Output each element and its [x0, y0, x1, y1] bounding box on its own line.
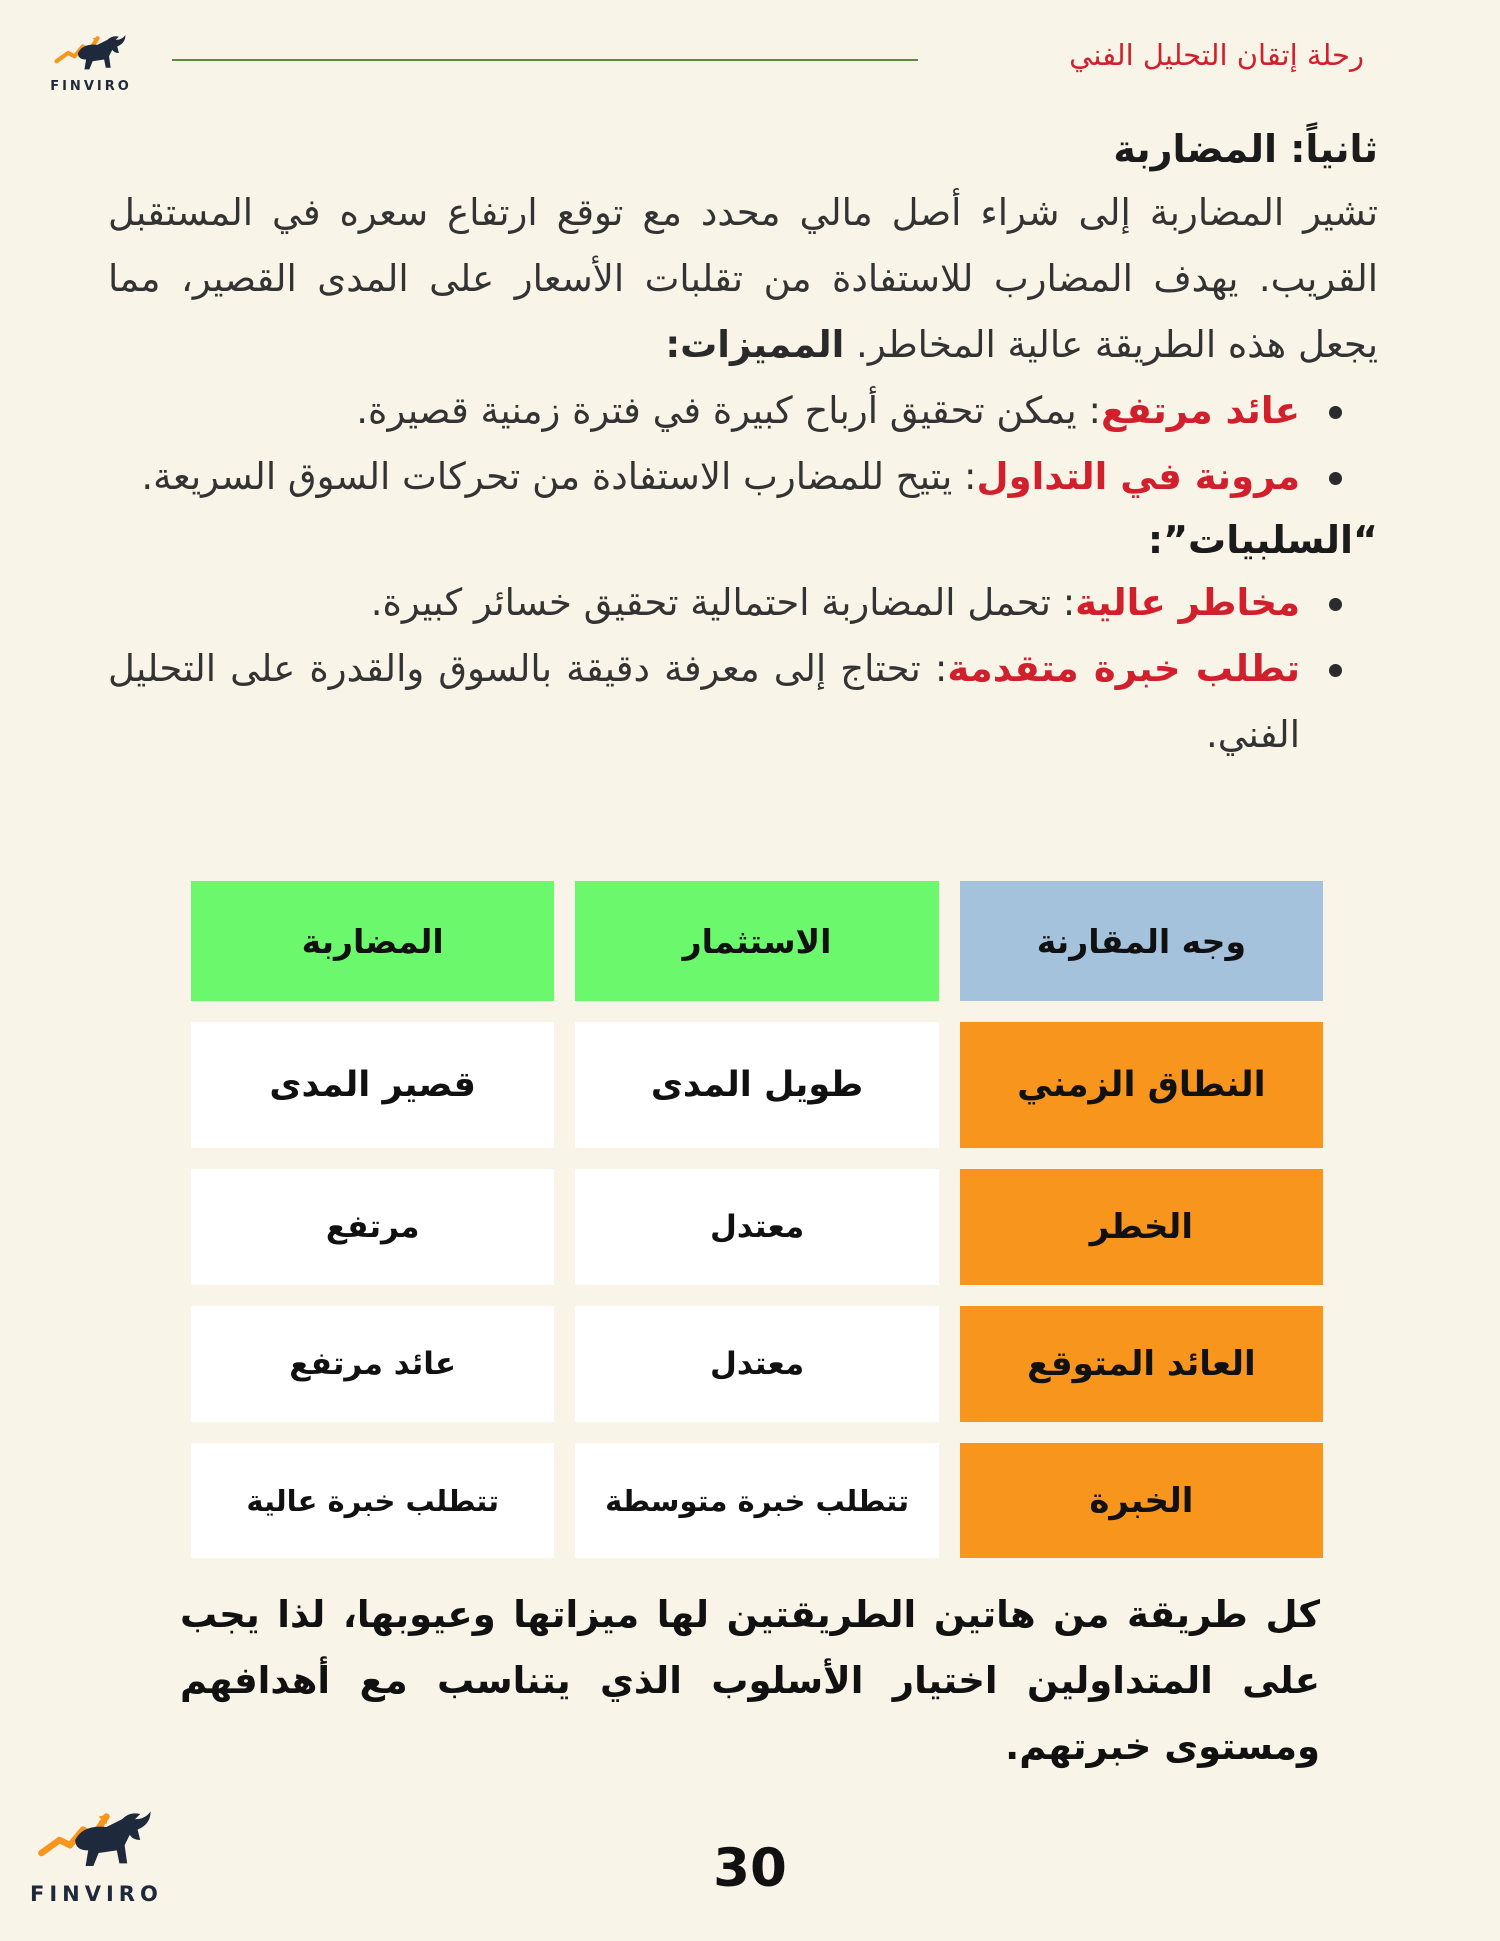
- advantages-list: [108, 378, 1378, 510]
- table-header-row: [191, 881, 1323, 1001]
- brand-logo-text: FINVIRO: [50, 79, 132, 94]
- bullet-term: مرونة في التداول: [976, 455, 1300, 498]
- bullet-term: تطلب خبرة متقدمة: [947, 647, 1300, 690]
- table-cell: طويل المدى: [575, 1022, 938, 1148]
- intro-paragraph: [108, 180, 1378, 378]
- row-label-cell: الخطر: [960, 1169, 1323, 1285]
- bullet-text: : يتيح للمضارب الاستفادة من تحركات السوق السريعة.: [141, 455, 977, 498]
- section-title: ثانياً: المضاربة: [1113, 127, 1378, 171]
- bullet-text: : يمكن تحقيق أرباح كبيرة في فترة زمنية قصيرة.: [356, 389, 1101, 432]
- table-row: [191, 1443, 1323, 1558]
- table-row: [191, 1022, 1323, 1148]
- disadvantages-label: “السلبيات”:: [1147, 518, 1378, 562]
- table-cell: تتطلب خبرة متوسطة: [575, 1443, 938, 1558]
- disadvantages-list: [108, 570, 1378, 768]
- bullet-text: : تحتاج إلى معرفة دقيقة بالسوق والقدرة على التحليل الفني.: [108, 647, 1300, 756]
- list-item: [108, 570, 1300, 636]
- row-label-cell: الخبرة: [960, 1443, 1323, 1558]
- table-cell: مرتفع: [191, 1169, 554, 1285]
- list-item: [108, 636, 1300, 768]
- bull-logo-icon: [50, 28, 132, 78]
- table-header-cell: المضاربة: [191, 881, 554, 1001]
- list-item: [108, 444, 1300, 510]
- table-row: [191, 1306, 1323, 1422]
- list-item: [108, 378, 1300, 444]
- header-title: رحلة إتقان التحليل الفني: [1069, 38, 1364, 72]
- table-cell: تتطلب خبرة عالية: [191, 1443, 554, 1558]
- table-header-cell: الاستثمار: [575, 881, 938, 1001]
- brand-logo-top: [50, 28, 132, 94]
- comparison-table: [170, 860, 1344, 1579]
- row-label-cell: النطاق الزمني: [960, 1022, 1323, 1148]
- row-label-cell: العائد المتوقع: [960, 1306, 1323, 1422]
- table-header-cell: وجه المقارنة: [960, 881, 1323, 1001]
- table-row: [191, 1169, 1323, 1285]
- table-cell: معتدل: [575, 1169, 938, 1285]
- table-cell: قصير المدى: [191, 1022, 554, 1148]
- bullet-text: : تحمل المضاربة احتمالية تحقيق خسائر كبيرة.: [370, 581, 1076, 624]
- main-content: [108, 118, 1378, 768]
- advantages-label: المميزات:: [665, 323, 845, 366]
- table-cell: عائد مرتفع: [191, 1306, 554, 1422]
- brand-logo-text: FINVIRO: [30, 1882, 163, 1906]
- page-number: 30: [713, 1838, 787, 1899]
- conclusion-paragraph: كل طريقة من هاتين الطريقتين لها ميزاتها وعيوبها، لذا يجب على المتداولين اختيار الأسلوب الذي يتناسب مع أهدافهم ومستوى خبرتهم.: [180, 1593, 1320, 1768]
- bullet-term: عائد مرتفع: [1100, 389, 1300, 432]
- table-cell: معتدل: [575, 1306, 938, 1422]
- header-divider: [172, 59, 918, 61]
- bullet-term: مخاطر عالية: [1075, 581, 1300, 624]
- intro-text: تشير المضاربة إلى شراء أصل مالي محدد مع توقع ارتفاع سعره في المستقبل القريب. يهدف المضارب للاستفادة من تقلبات الأسعار على المدى القصير، مما يجعل هذه الطريقة عالية المخاطر.: [108, 191, 1378, 366]
